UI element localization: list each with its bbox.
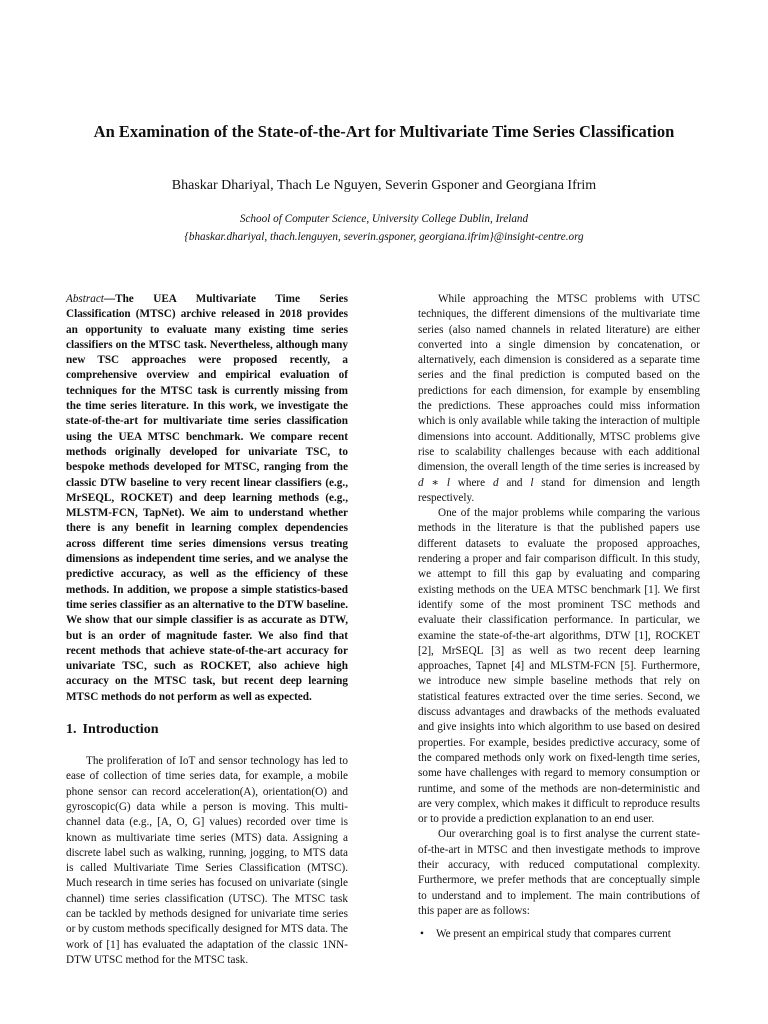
section-title: Introduction (82, 722, 159, 738)
intro-paragraph-2-text-c: and (498, 476, 531, 489)
bullet-icon: • (420, 928, 424, 941)
affiliation: School of Computer Science, University College Dublin, Ireland (239, 213, 529, 225)
intro-paragraph-1: The proliferation of IoT and sensor technology has led to ease of collection of time series data, for example, a mobile phone sensor can record acceleration(A), orientation(O) and gyroscopic(G) data while a person is moving. This multi-channel data (e.g., [A, O, G] values) recorded over time is known as multivariate time series (MTS) data. Assigning a discrete label such as walking, running, jogging, to MTS data is called Multivariate Time Series Classification (MTSC). Much research in time series has focused on univariate (single channel) time series classification (UTSC). The MTSC task can be tackled by methods designed for univariate time series or by custom methods specifically designed for MTS data. The work of [1] has evaluated the adaptation of the classic 1NN-DTW UTSC method for the MTSC task. (66, 755, 348, 966)
math-l: l (530, 476, 534, 489)
author-list: Bhaskar Dhariyal, Thach Le Nguyen, Severin Gsponer and Georgiana Ifrim (171, 178, 597, 193)
left-column (66, 292, 348, 968)
math-d-times-l: d ∗ l (418, 476, 450, 489)
list-item (418, 927, 700, 942)
paper-title: An Examination of the State-of-the-Art for Multivariate Time Series Classification (93, 122, 675, 141)
intro-paragraph-3: One of the major problems while comparing the various methods in the literature is that the published papers use different datasets to evaluate the proposed approaches, rendering a proper and fair comparison difficult. In this study, we attempt to fill this gap by evaluating and comparing existing methods on the UEA MTSC benchmark [1]. We first identify some of the most prominent TSC methods and evaluate their classification performance. In particular, we examine the state-of-the-art algorithms, DTW [1], ROCKET [2], MrSEQL [3] as well as two recent deep learning approaches, Tapnet [4] and MLSTM-FCN [5]. Furthermore, we introduce new simple baseline methods that rely on statistical features extracted over the time series. Second, we discuss advantages and drawbacks of the methods evaluated and give insights into which algorithm to use based on desired properties. For example, besides predictive accuracy, some of the compared methods only work on fixed-length time series, some have challenges with regard to memory consumption or runtime, and some of the methods are non-deterministic and are very complex, which makes it difficult to reproduce results or to provide a prediction explanation to an end user. (418, 507, 700, 826)
section-heading-introduction (66, 722, 348, 738)
intro-paragraph-2 (418, 292, 700, 506)
author-emails: {bhaskar.dhariyal, thach.lenguyen, severin.gsponer, georgiana.ifrim}@insight-centre.org (184, 231, 584, 243)
intro-paragraph-2-text-a: While approaching the MTSC problems with UTSC techniques, the different dimensions of the multivariate time series (also named channels in related literature) are either converted into a single dimension by concatenation, or alternatively, each dimension is considered as a separate time series and the final prediction is computed based on the predictions for each dimension, for example by ensembling the predictions. These approaches could miss information which is only available while taking the interaction of multiple dimensions into account. Additionally, MTSC problems give rise to scalability challenges because with each additional dimension, the overall length of the time series is increased by (418, 293, 700, 474)
right-column (418, 292, 700, 942)
math-d: d (492, 476, 499, 489)
affiliation-block (0, 210, 768, 246)
intro-paragraph-2-text-d: stand for dimension and length respectively. (418, 476, 700, 504)
intro-paragraph-2-text-b: where (449, 476, 493, 489)
intro-paragraph-4: Our overarching goal is to first analyse the current state-of-the-art in MTSC and then investigate methods to improve their accuracy, with reduced computational complexity. Furthermore, we prefer methods that are conceptually simple to understand and to implement. The main contributions of this paper are as follows: (418, 828, 700, 917)
contributions-list (418, 927, 700, 942)
contribution-1: We present an empirical study that compares current (436, 928, 671, 941)
section-number: 1. (66, 722, 77, 738)
abstract-label: Abstract (66, 293, 104, 305)
abstract-text: —The UEA Multivariate Time Series Classification (MTSC) archive released in 2018 provides an opportunity to evaluate many existing time series classifiers on the MTSC task. Nevertheless, although many new TSC approaches were proposed recently, a comprehensive overview and empirical evaluation of techniques for the MTSC task is currently missing from the time series literature. In this work, we investigate the state-of-the-art for multivariate time series classification using the UEA MTSC benchmark. We compare recent methods originally developed for univariate TSC, to bespoke methods developed for MTSC, ranging from the classic DTW baseline to very recent linear classifiers (e.g., MrSEQL, ROCKET) and deep learning methods (e.g., MLSTM-FCN, TapNet). We aim to understand whether there is any benefit in learning complex dependencies across different time series dimensions versus treating dimensions as independent time series, and we analyse the predictive accuracy, as well as the efficiency of these methods. In addition, we propose a simple statistics-based time series classifier as an alternative to the DTW baseline. We show that our simple classifier is as accurate as DTW, but is an order of magnitude faster. We also find that recent methods that achieve state-of-the-art accuracy for univariate TSC, such as ROCKET, also achieve high accuracy on the MTSC task, but recent deep learning MTSC methods do not perform as well as expected. (66, 293, 348, 703)
abstract (66, 292, 348, 705)
